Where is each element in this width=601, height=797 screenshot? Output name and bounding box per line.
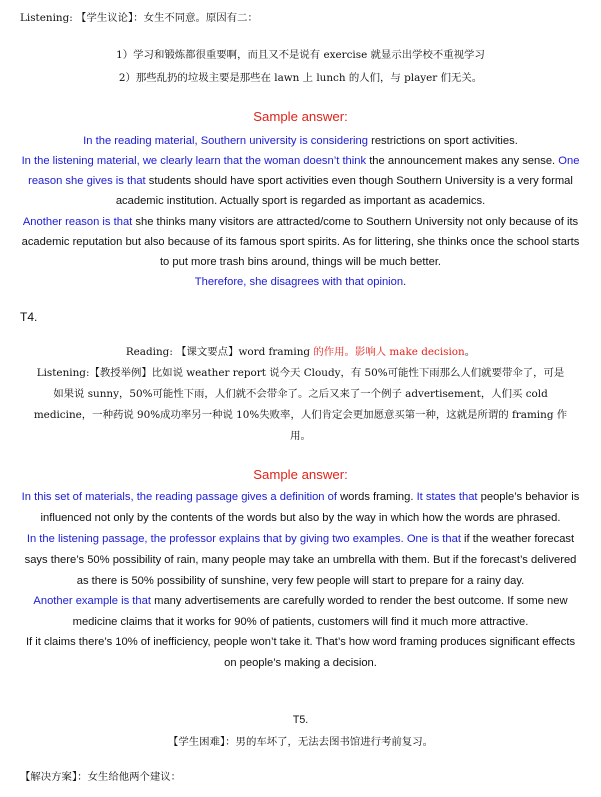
text-segment: academic institution. Actually sport is regarded as important as academics.: [115, 195, 486, 207]
sample1-line: [0, 134, 601, 148]
text-segment: It states that: [416, 491, 481, 503]
text-segment: 。: [464, 346, 476, 358]
t4-listening-line: 如果说 sunny，50%可能性下雨，人们就不会带伞了。之后又来了一个例子 advertisement，人们买 cold: [53, 388, 548, 400]
sample2-line: [0, 490, 601, 504]
text-segment: Another reason is that: [22, 216, 136, 228]
t5-difficulty: 【学生困难】：男的车坏了，无法去图书馆进行考前复习。: [168, 736, 433, 748]
text-segment: restrictions on sport activities.: [371, 135, 518, 147]
sample1-line: [0, 235, 601, 249]
sample1-line: [0, 194, 601, 208]
sample1-line: [0, 215, 601, 229]
sample2-line: [0, 635, 601, 649]
reason-1: 1）学习和锻炼都很重要啊，而且又不是说有 exercise 就显示出学校不重视学习: [116, 49, 485, 61]
text-segment: to put more trash bins around, things will be much better.: [159, 256, 442, 268]
t4-listening-line: Listening:【教授举例】比如说 weather report 说今天 Cloudy，有 50%可能性下雨那么人们就要带伞了，可是: [36, 367, 565, 379]
listening-header: Listening: 【学生议论】：女生不同意。原因有二：: [20, 12, 258, 24]
section-label-t4: T4.: [20, 310, 38, 324]
t4-listening-line: medicine，一种药说 90%成功率另一种说 10%失败率，人们肯定会更加愿意买第一种，这就是所谓的 framing 作: [33, 409, 568, 421]
sample2-line: [0, 553, 601, 567]
reason-2: 2）那些乱扔的垃圾主要是那些在 lawn 上 lunch 的人们，与 player 们无关。: [118, 72, 483, 84]
text-segment: .: [403, 276, 407, 288]
text-segment: 的作用。影响人 make decision: [313, 346, 465, 358]
text-segment: reason she gives is that: [28, 175, 149, 187]
text-segment: medicine claims that it works for 90% of patients, customers will find it much more attractive.: [72, 616, 529, 628]
sample2-line: [0, 574, 601, 588]
text-segment: if the weather forecast: [464, 533, 575, 545]
text-segment: One: [558, 155, 580, 167]
sample2-line: [0, 594, 601, 608]
text-segment: Therefore, she disagrees with that opinion: [194, 276, 404, 288]
text-segment: In the reading material, Southern university is considering: [83, 135, 372, 147]
text-segment: In the listening passage, the professor explains that by giving two examples. One is that: [26, 533, 465, 545]
text-segment: she thinks many visitors are attracted/come to Southern University not only because of its: [135, 216, 579, 228]
t4-listening-line: 用。: [290, 430, 311, 442]
text-segment: Another example is that: [33, 595, 155, 607]
sample1-line: [0, 154, 601, 168]
sample2-line: [0, 615, 601, 629]
text-segment: the announcement makes any sense.: [369, 155, 559, 167]
sample1-line: [0, 275, 601, 289]
t4-reading: [0, 345, 601, 359]
text-segment: as there is 50% possibility of sunshine, very few people will start to prepare for a rainy day.: [76, 575, 525, 587]
sample-answer-heading-1: Sample answer:: [253, 109, 348, 124]
text-segment: academic reputation but also because of its famous sport spirits. As for littering, she thinks once the school starts: [21, 236, 580, 248]
section-label-t5: T5.: [292, 714, 309, 726]
text-segment: words framing.: [340, 491, 417, 503]
text-segment: students should have sport activities even though Southern University is a very formal: [148, 175, 573, 187]
text-segment: influenced not only by the contents of the words but also by the way in which how the words are phrased.: [40, 512, 561, 524]
sample1-line: [0, 174, 601, 188]
sample1-line: [0, 255, 601, 269]
text-segment: says there’s 50% possibility of rain, many people may take an umbrella with them. But if the forecast’s delivered: [24, 554, 577, 566]
text-segment: In this set of materials, the reading passage gives a definition of: [21, 491, 341, 503]
sample2-line: [0, 511, 601, 525]
text-segment: Reading: 【课文要点】word framing: [125, 346, 314, 358]
sample2-line: [0, 532, 601, 546]
text-segment: In the listening material, we clearly learn that the woman doesn’t think: [21, 155, 370, 167]
text-segment: If it claims there’s 10% of inefficiency, people won’t take it. That’s how word framing produces significant effects: [25, 636, 576, 648]
text-segment: many advertisements are carefully worded to render the best outcome. If some new: [154, 595, 568, 607]
t5-solution: 【解决方案】：女生给他两个建议：: [20, 771, 182, 783]
text-segment: on people’s making a decision.: [224, 657, 377, 669]
sample2-line: [0, 656, 601, 670]
text-segment: people’s behavior is: [480, 491, 580, 503]
sample-answer-heading-2: Sample answer:: [253, 467, 348, 482]
